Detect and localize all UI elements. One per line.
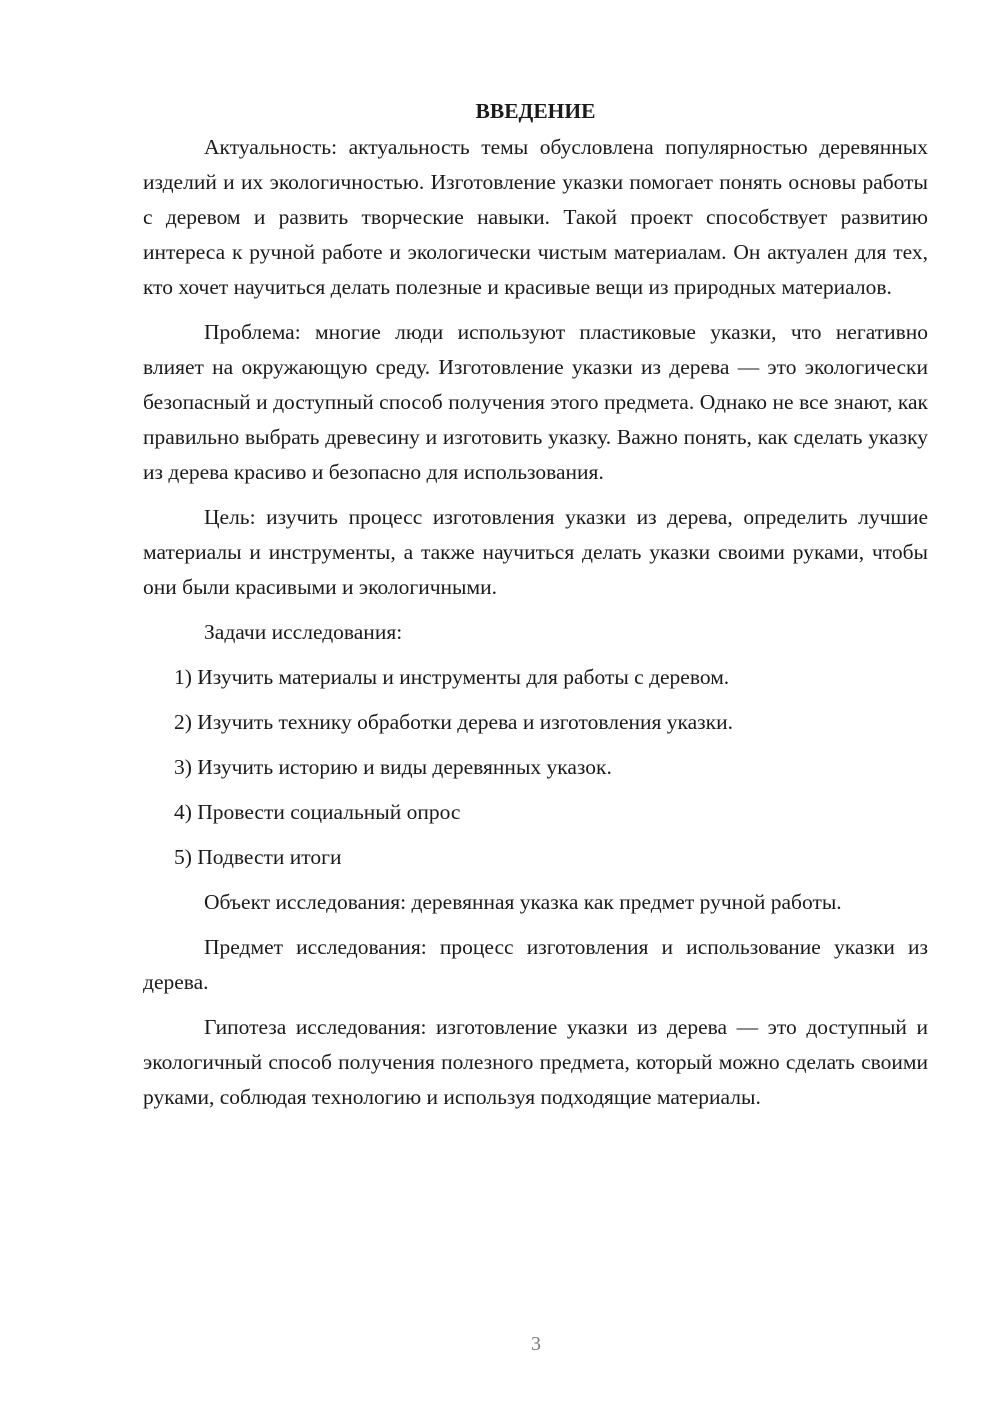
page-number: 3 xyxy=(531,1333,541,1355)
hypothesis-paragraph: Гипотеза исследования: изготовление указки из дерева — это доступный и экологичный способ получения полезного предмета, который можно сделать своими руками, соблюдая технологию и используя подходящие материалы. xyxy=(143,1015,928,1109)
tasks-list xyxy=(143,660,928,875)
task-item-2: 2) Изучить технику обработки дерева и изготовления указки. xyxy=(174,710,733,734)
document-page xyxy=(143,94,928,1125)
tasks-heading: Задачи исследования: xyxy=(204,620,403,644)
goal-paragraph: Цель: изучить процесс изготовления указки из дерева, определить лучшие материалы и инструменты, а также научиться делать указки своими руками, чтобы они были красивыми и экологичными. xyxy=(143,505,928,599)
page-title: ВВЕДЕНИЕ xyxy=(475,99,596,123)
relevance-paragraph: Актуальность: актуальность темы обусловлена популярностью деревянных изделий и их экологичностью. Изготовление указки помогает понять основы работы с деревом и развить творческие навыки. Такой проект способствует развитию интереса к ручной работе и экологически чистым материалам. Он актуален для тех, кто хочет научиться делать полезные и красивые вещи из природных материалов. xyxy=(143,135,928,299)
task-item-5: 5) Подвести итоги xyxy=(174,845,342,869)
task-item-4: 4) Провести социальный опрос xyxy=(174,800,461,824)
problem-paragraph: Проблема: многие люди используют пластиковые указки, что негативно влияет на окружающую среду. Изготовление указки из дерева — это экологически безопасный и доступный способ получения этого предмета. Однако не все знают, как правильно выбрать древесину и изготовить указку. Важно понять, как сделать указку из дерева красиво и безопасно для использования. xyxy=(143,320,928,484)
task-item-1: 1) Изучить материалы и инструменты для работы с деревом. xyxy=(174,665,730,689)
subject-paragraph: Предмет исследования: процесс изготовления и использование указки из дерева. xyxy=(143,935,928,994)
task-item-3: 3) Изучить историю и виды деревянных указок. xyxy=(174,755,612,779)
object-paragraph: Объект исследования: деревянная указка как предмет ручной работы. xyxy=(204,890,842,914)
